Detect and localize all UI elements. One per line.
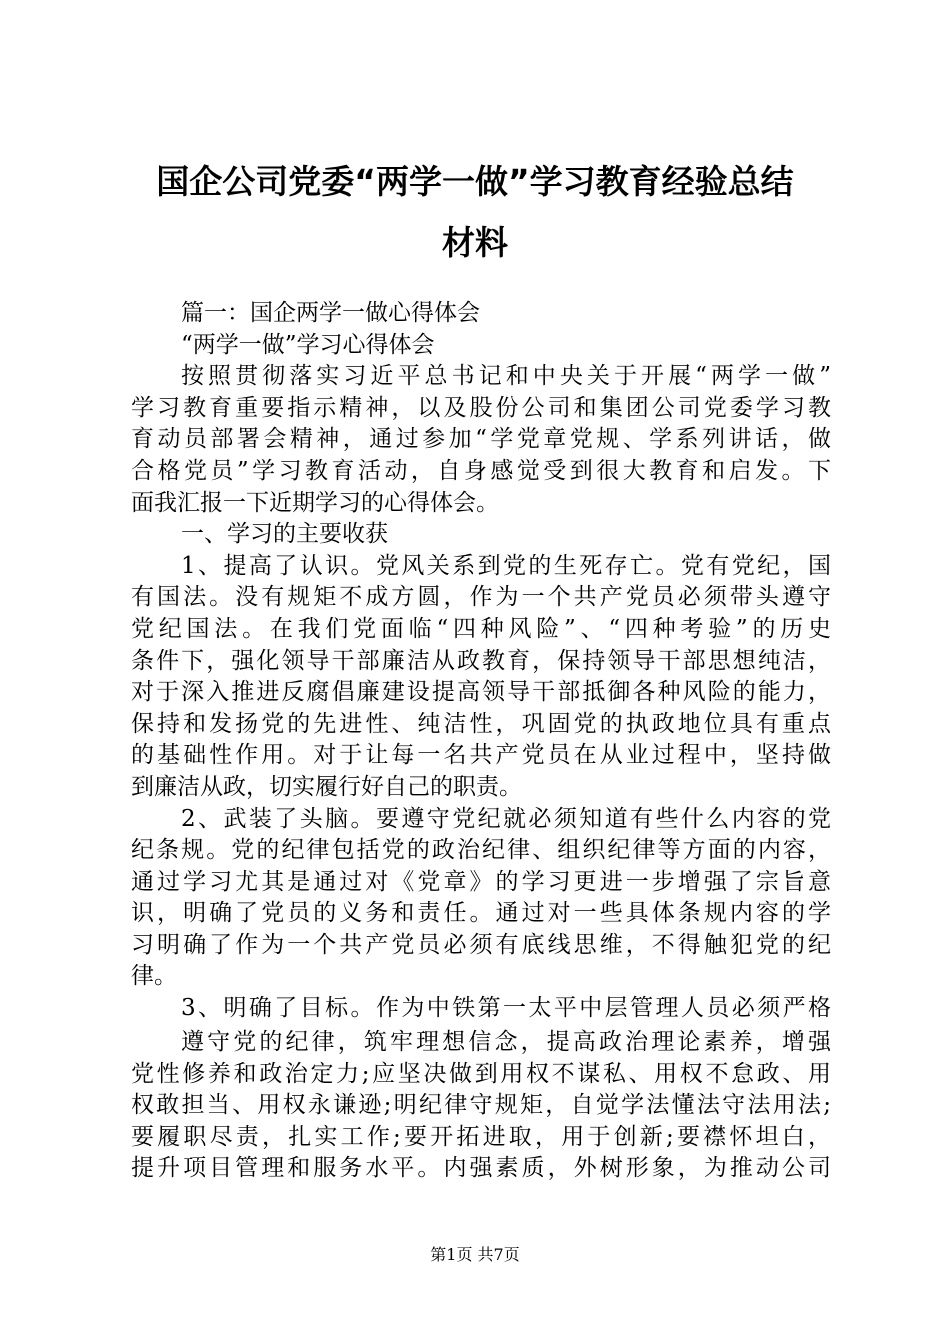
text-line: 通过学习尤其是通过对《党章》的学习更进一步增强了宗旨意 [131,868,831,895]
text-line: 到廉洁从政，切实履行好自己的职责。 [131,773,522,800]
page-footer [0,1244,950,1266]
text-line: 2、武装了头脑。要遵守党纪就必须知道有些什么内容的党 [181,805,831,832]
text-line: 要履职尽责，扎实工作;要开拓进取，用于创新;要襟怀坦白， [131,1123,831,1150]
text-line: “两学一做”学习心得体会 [181,331,435,358]
text-line: 提升项目管理和服务水平。内强素质，外树形象，为推动公司 [131,1155,831,1182]
text-line: 党性修养和政治定力;应坚决做到用权不谋私、用权不怠政、用 [131,1060,831,1087]
document-title-line-1: 国企公司党委“两学一做”学习教育经验总结 [156,162,794,201]
document-title-line-2: 材料 [442,223,508,262]
text-line: 的基础性作用。对于让每一名共产党员在从业过程中，坚持做 [131,742,831,769]
text-line: 1、提高了认识。党风关系到党的生死存亡。党有党纪，国 [181,552,831,579]
text-line: 纪条规。党的纪律包括党的政治纪律、组织纪律等方面的内容， [131,837,831,864]
page-number-label: 第1页 共7页 [430,1245,520,1264]
text-line: 按照贯彻落实习近平总书记和中央关于开展“两学一做” [181,363,831,390]
text-line: 条件下，强化领导干部廉洁从政教育，保持领导干部思想纯洁， [131,647,831,674]
text-line: 律。 [131,963,177,990]
text-line: 保持和发扬党的先进性、纯洁性，巩固党的执政地位具有重点 [131,710,831,737]
text-line: 育动员部署会精神，通过参加“学党章党规、学系列讲话，做 [131,426,831,453]
text-line: 面我汇报一下近期学习的心得体会。 [131,489,499,516]
text-line: 对于深入推进反腐倡廉建设提高领导干部抵御各种风险的能力， [131,679,831,706]
text-line: 一、学习的主要收获 [181,521,388,548]
text-line: 识，明确了党员的义务和责任。通过对一些具体条规内容的学 [131,900,831,927]
text-line: 党纪国法。在我们党面临“四种风险”、“四种考验”的历史 [131,615,831,642]
text-line: 遵守党的纪律，筑牢理想信念，提高政治理论素养，增强 [181,1029,831,1055]
text-line: 合格党员”学习教育活动，自身感觉受到很大教育和启发。下 [131,457,831,484]
text-line: 有国法。没有规矩不成方圆，作为一个共产党员必须带头遵守 [131,584,831,611]
text-line: 学习教育重要指示精神，以及股份公司和集团公司党委学习教 [131,394,831,421]
body-text-section-1 [131,298,831,1025]
text-line: 权敢担当、用权永谦逊;明纪律守规矩，自觉学法懂法守法用法; [131,1092,831,1119]
text-line: 习明确了作为一个共产党员必须有底线思维，不得触犯党的纪 [131,931,831,958]
text-line: 3、明确了目标。作为中铁第一太平中层管理人员必须严格 [181,995,831,1022]
body-text-section-2 [131,1027,831,1185]
text-line: 篇一：国企两学一做心得体会 [181,300,480,326]
